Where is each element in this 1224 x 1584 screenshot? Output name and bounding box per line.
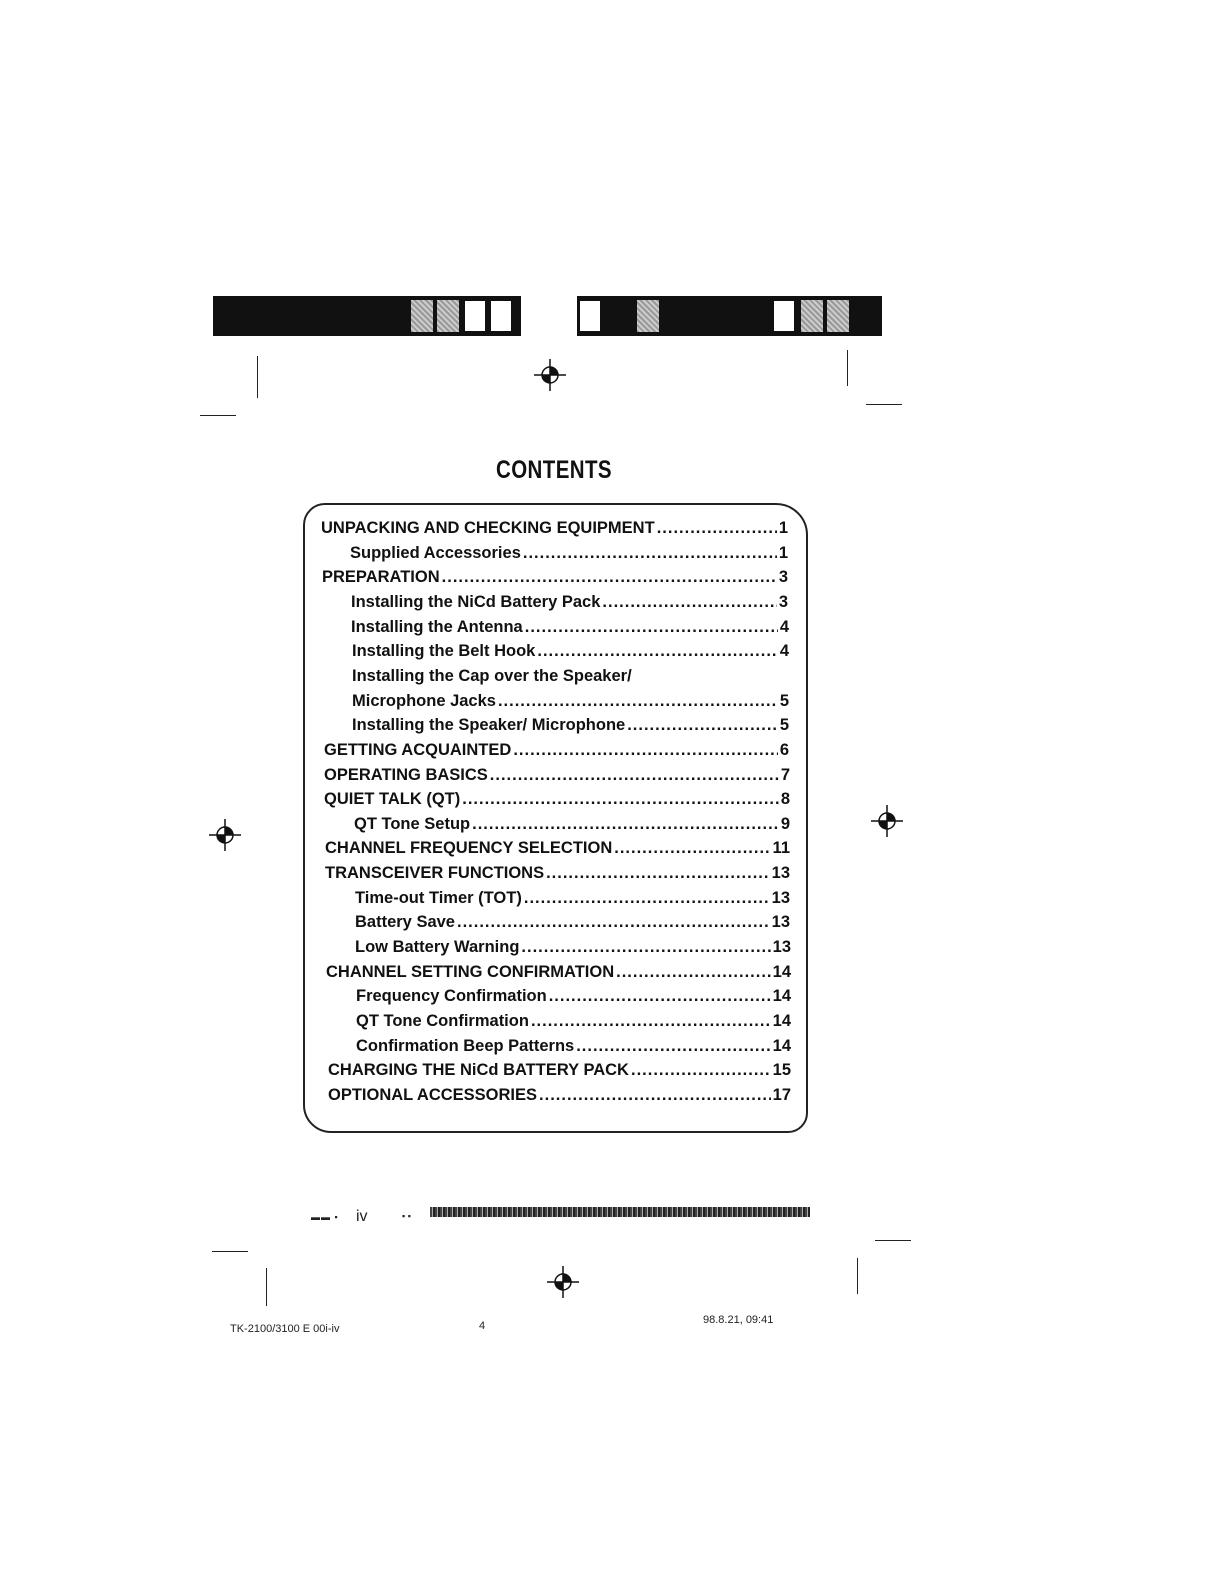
gray-swatch <box>801 300 823 332</box>
toc-entry-label: OPERATING BASICS <box>324 765 488 784</box>
registration-bar-right <box>577 296 882 336</box>
footer-filename: TK-2100/3100 E 00i-iv <box>230 1323 340 1335</box>
registration-bar-left <box>213 296 521 336</box>
toc-section-entry <box>326 963 791 982</box>
toc-section-entry <box>324 790 790 809</box>
crop-mark <box>257 356 258 398</box>
toc-subsection-entry <box>354 815 790 834</box>
toc-section-entry <box>322 568 788 587</box>
toc-entry-label: PREPARATION <box>322 568 440 587</box>
toc-entry-label: CHANNEL FREQUENCY SELECTION <box>325 839 613 858</box>
toc-leader-dots <box>457 913 770 932</box>
toc-leader-dots <box>627 716 778 735</box>
toc-leader-dots <box>521 938 770 957</box>
gray-swatch <box>437 300 459 332</box>
toc-page-number: 14 <box>772 1036 791 1055</box>
toc-page-number: 3 <box>778 568 788 587</box>
white-swatch <box>773 300 795 332</box>
toc-entry-label: Supplied Accessories <box>350 543 521 562</box>
folio-strip <box>430 1207 810 1217</box>
crop-mark <box>212 1251 248 1252</box>
registration-target-icon <box>533 358 567 392</box>
page-title: CONTENTS <box>495 456 613 484</box>
toc-entry-label: UNPACKING AND CHECKING EQUIPMENT <box>321 519 655 537</box>
toc-entry-label: Installing the NiCd Battery Pack <box>351 592 601 611</box>
toc-subsection-entry <box>352 692 789 711</box>
toc-subsection-entry <box>352 642 789 661</box>
gray-swatch <box>637 300 659 332</box>
registration-target-icon <box>546 1265 580 1299</box>
toc-page-number: 14 <box>772 962 791 981</box>
toc-entry-label: Frequency Confirmation <box>356 987 547 1006</box>
toc-leader-dots <box>549 987 771 1006</box>
toc-page-number: 5 <box>779 716 789 735</box>
toc-entry-label: QT Tone Setup <box>354 814 471 833</box>
toc-subsection-entry <box>356 1037 791 1056</box>
toc-subsection-entry <box>350 544 788 563</box>
toc-leader-dots <box>523 544 777 563</box>
toc-page-number: 17 <box>772 1085 791 1104</box>
toc-page-number: 13 <box>771 864 790 883</box>
toc-subsection-entry <box>355 913 790 932</box>
toc-entry-label: Installing the Antenna <box>351 617 523 636</box>
toc-leader-dots <box>498 692 778 711</box>
toc-entry-label: Microphone Jacks <box>352 691 496 710</box>
toc-page-number: 1 <box>778 519 788 537</box>
toc-entry-label: Time-out Timer (TOT) <box>355 888 522 907</box>
toc-leader-dots <box>472 815 779 834</box>
toc-leader-dots <box>537 642 777 661</box>
crop-mark <box>857 1258 858 1294</box>
toc-page-number: 11 <box>772 839 790 858</box>
gray-swatch <box>827 300 849 332</box>
toc-entry-label: GETTING ACQUAINTED <box>324 740 512 759</box>
toc-leader-dots <box>442 568 777 587</box>
toc-entry-label: Confirmation Beep Patterns <box>356 1036 575 1055</box>
folio-number: iv <box>356 1208 368 1225</box>
white-swatch <box>464 300 486 332</box>
toc-entry-label: TRANSCEIVER FUNCTIONS <box>325 864 545 883</box>
toc-page-number: 3 <box>778 592 788 611</box>
toc-leader-dots <box>576 1037 770 1056</box>
toc-page-number: 8 <box>780 790 790 809</box>
toc-subsection-entry <box>352 667 789 686</box>
toc-page-number: 14 <box>772 987 791 1006</box>
toc-page-number: 14 <box>772 1012 791 1030</box>
toc-section-entry <box>324 741 789 760</box>
folio-mark: ▪ ▪ <box>402 1211 411 1221</box>
toc-leader-dots <box>462 790 779 809</box>
registration-target-icon <box>870 804 904 838</box>
toc-entry-label: Battery Save <box>355 913 455 932</box>
toc-section-entry <box>325 864 790 883</box>
toc-entry-label: Installing the Belt Hook <box>352 642 536 661</box>
toc-subsection-entry <box>355 889 790 908</box>
toc-section-entry <box>325 839 790 858</box>
toc-page-number: 4 <box>779 642 789 661</box>
toc-leader-dots <box>524 889 770 908</box>
toc-leader-dots <box>539 1086 771 1105</box>
toc-leader-dots <box>531 1012 771 1031</box>
toc-subsection-entry <box>356 987 791 1006</box>
toc-entry-label: Installing the Speaker/ Microphone <box>352 716 626 735</box>
toc-leader-dots <box>490 766 779 785</box>
toc-page-number: 5 <box>779 691 789 710</box>
toc-leader-dots <box>657 519 777 538</box>
crop-mark <box>266 1268 267 1306</box>
toc-leader-dots <box>513 741 778 760</box>
toc-leader-dots <box>546 864 770 883</box>
toc-section-entry <box>321 519 788 538</box>
footer-timestamp: 98.8.21, 09:41 <box>703 1314 774 1326</box>
toc-page-number: 13 <box>771 888 790 907</box>
crop-mark <box>875 1240 911 1241</box>
toc-entry-label: QT Tone Confirmation <box>356 1012 529 1030</box>
toc-entry-label: OPTIONAL ACCESSORIES <box>328 1085 538 1104</box>
toc-subsection-entry <box>355 938 791 957</box>
toc-entry-label: CHARGING THE NiCd BATTERY PACK <box>328 1061 629 1080</box>
toc-leader-dots <box>525 618 778 637</box>
toc-subsection-entry <box>351 618 789 637</box>
toc-page-number: 9 <box>780 814 790 833</box>
toc-entry-label: CHANNEL SETTING CONFIRMATION <box>326 962 615 981</box>
toc-page-number: 4 <box>779 617 789 636</box>
toc-page-number: 13 <box>772 938 791 957</box>
toc-entry-label: Installing the Cap over the Speaker/ <box>352 666 632 685</box>
toc-page-number: 1 <box>778 543 788 562</box>
toc-section-entry <box>328 1061 791 1080</box>
toc-leader-dots <box>602 593 776 612</box>
crop-mark <box>200 415 236 416</box>
toc-section-entry <box>324 766 790 785</box>
white-swatch <box>579 300 601 332</box>
crop-mark <box>866 404 902 405</box>
toc-subsection-entry <box>356 1012 791 1031</box>
footer-page: 4 <box>479 1320 486 1332</box>
white-swatch <box>490 300 512 332</box>
toc-leader-dots <box>616 963 771 982</box>
gray-swatch <box>411 300 433 332</box>
toc-leader-dots <box>631 1061 771 1080</box>
toc-section-entry <box>328 1086 791 1105</box>
folio-mark: ▬▬ ▪ <box>311 1212 339 1222</box>
crop-mark <box>847 350 848 386</box>
toc-page-number: 15 <box>772 1061 791 1080</box>
registration-target-icon <box>208 818 242 852</box>
toc-page-number: 13 <box>771 913 790 932</box>
toc-leader-dots <box>614 839 770 858</box>
toc-page-number: 6 <box>779 740 789 759</box>
toc-subsection-entry <box>352 716 789 735</box>
toc-page-number: 7 <box>780 765 790 784</box>
toc-subsection-entry <box>351 593 788 612</box>
toc-entry-label: QUIET TALK (QT) <box>324 790 461 809</box>
toc-entry-label: Low Battery Warning <box>355 938 520 957</box>
